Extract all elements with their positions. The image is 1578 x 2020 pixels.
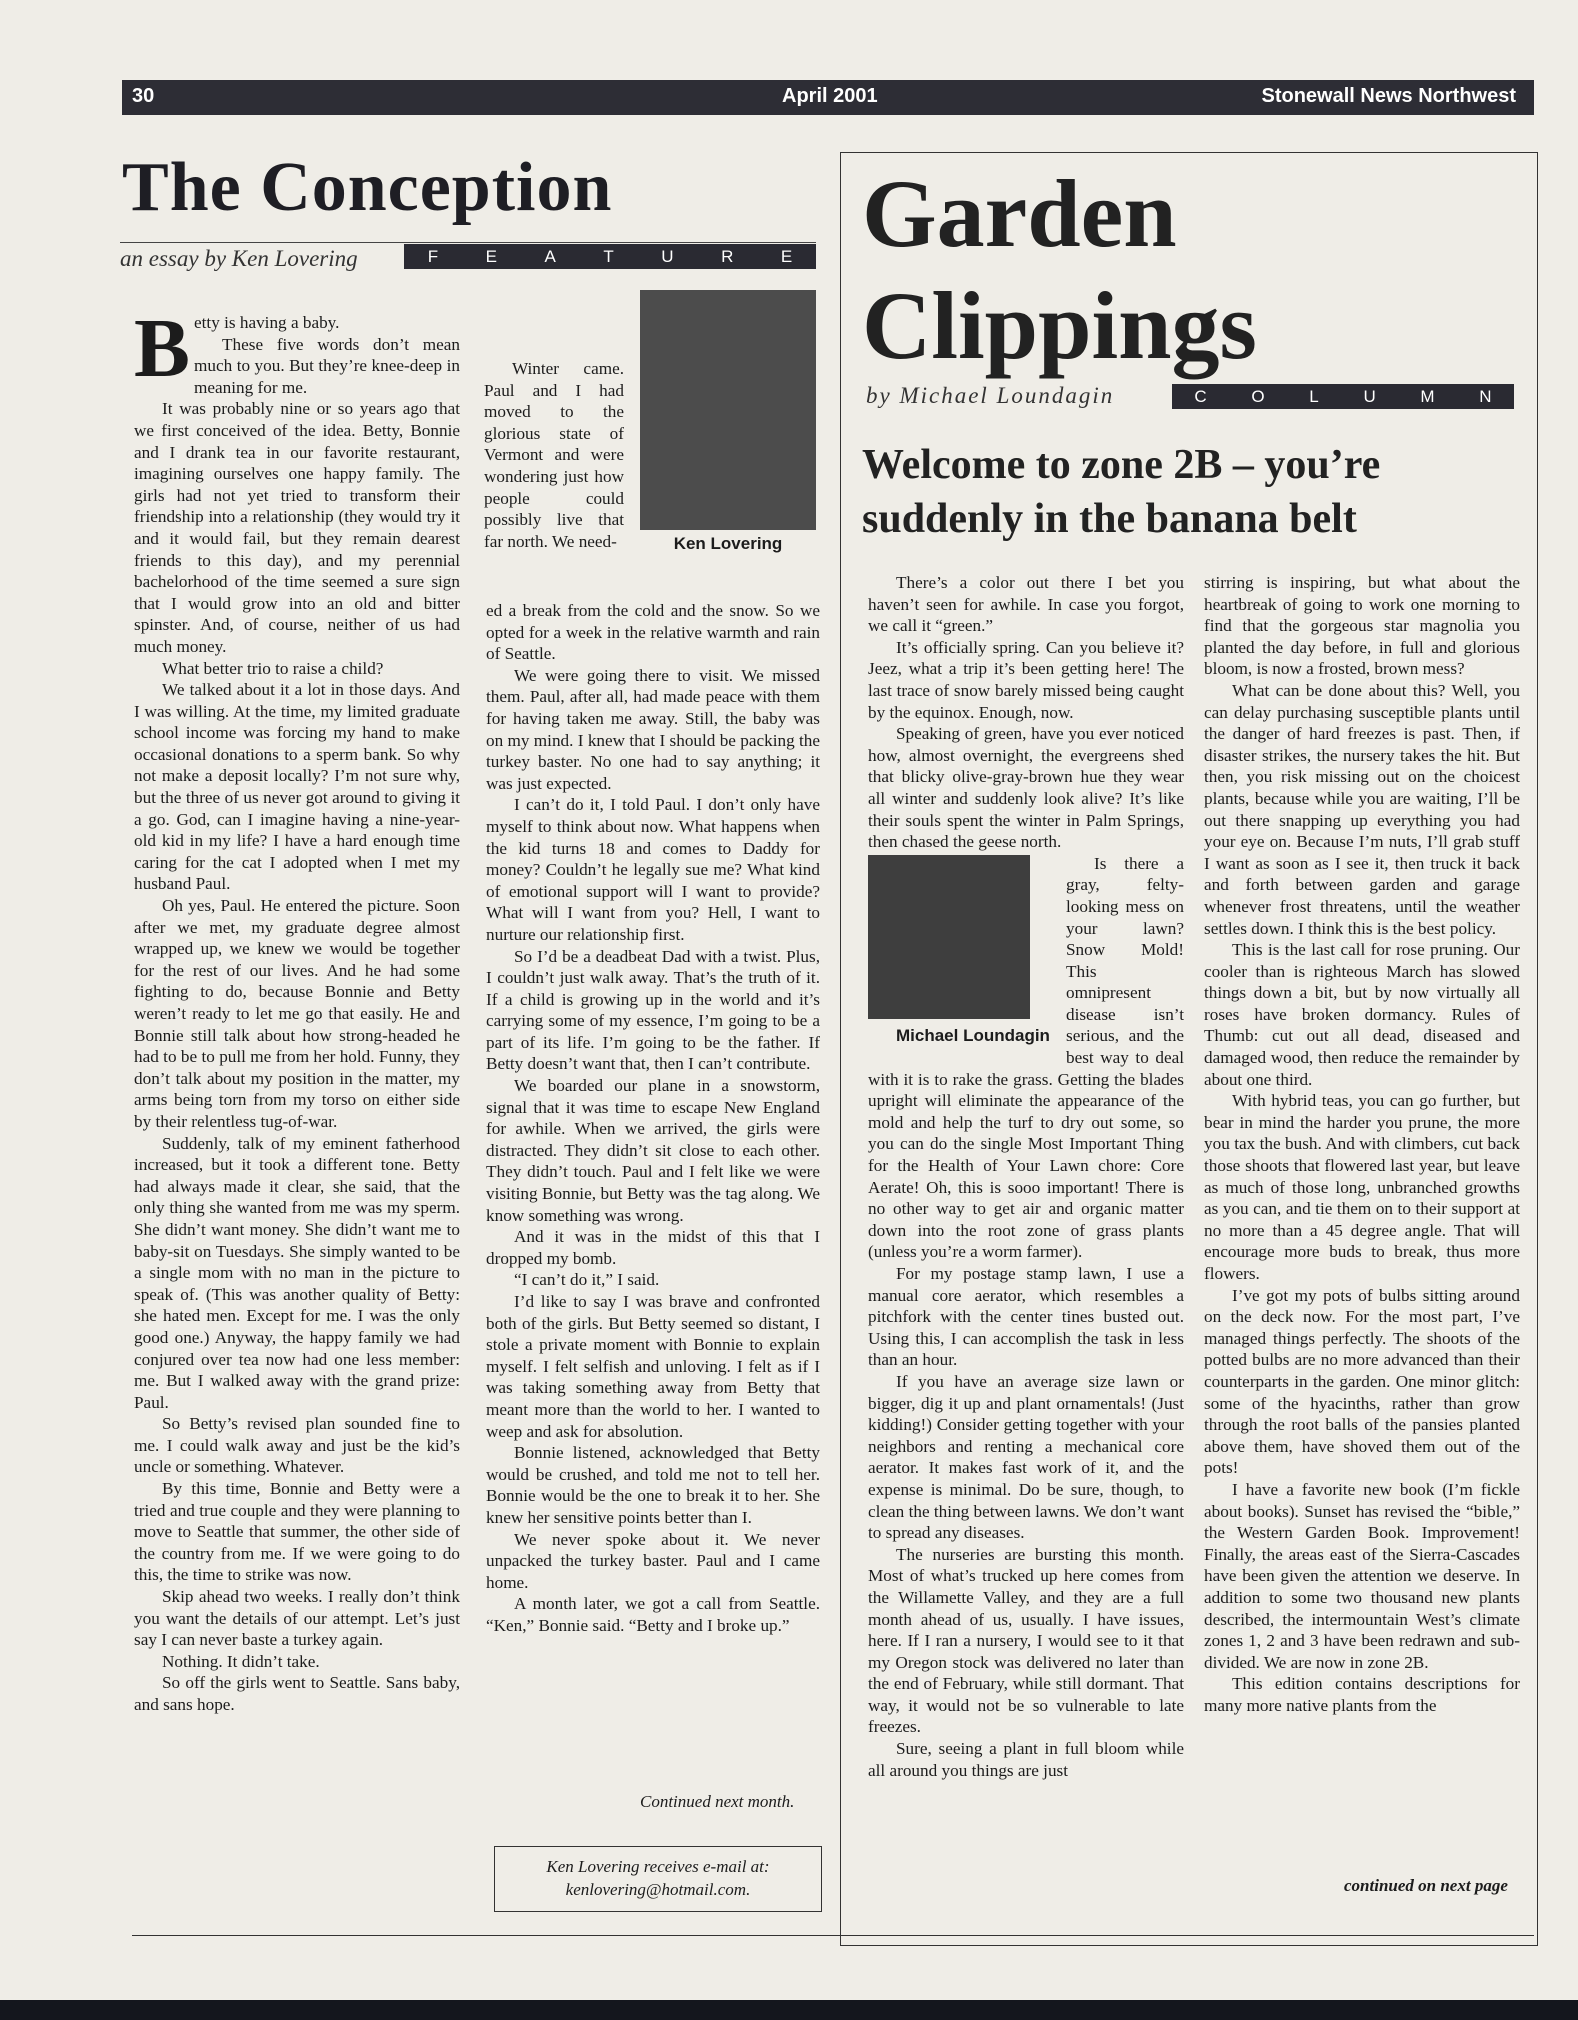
tag-letter: U <box>661 246 674 266</box>
tag-letter: M <box>1420 386 1435 406</box>
paragraph: I can’t do it, I told Paul. I don’t only have myself to think about now. What happens when the kid turns 18 and comes to Daddy for money? Couldn’t he legally sue me? What kind of emotional support will I want to provide? What will I want from you? Hell, I want to nurture our relationship first. <box>486 795 820 944</box>
continued-note: Continued next month. <box>640 1792 795 1811</box>
tag-letter: L <box>1309 386 1319 406</box>
paragraph: What better trio to raise a child? <box>162 658 384 678</box>
column-tag <box>1172 384 1514 409</box>
paragraph: A month later, we got a call from Seattle. “Ken,” Bonnie said. “Betty and I broke up.” <box>486 1594 820 1635</box>
garden-headline: Welcome to zone 2B – you’re suddenly in the banana belt <box>862 442 1381 542</box>
tag-letter: E <box>780 246 793 266</box>
paragraph: For my postage stamp lawn, I use a manual core aerator, which resembles a pitchfork with the center tines busted out. Using this, I can accomplish the task in less than an hour. <box>868 1264 1184 1370</box>
paragraph: These five words don’t mean much to you. But they’re knee-deep in meaning for me. <box>194 334 460 397</box>
garden-byline: by Michael Loundagin <box>866 383 1115 408</box>
garden-title-line: Clippings <box>862 272 1257 379</box>
photo-caption: Ken Lovering <box>673 534 783 553</box>
columnist-portrait-image <box>868 855 1030 1019</box>
paragraph: Nothing. It didn’t take. <box>162 1651 320 1671</box>
page-number: 30 <box>132 85 155 107</box>
paragraph: We never spoke about it. We never unpacked the turkey baster. Paul and I came home. <box>486 1529 820 1592</box>
paragraph: ed a break from the cold and the snow. So we opted for a week in the relative warmth and rain of Seattle. <box>486 601 820 664</box>
drop-cap: B <box>134 302 191 395</box>
paragraph: So off the girls went to Seattle. Sans baby, and sans hope. <box>134 1673 460 1714</box>
email-note <box>494 1846 822 1912</box>
paragraph: I have a favorite new book (I’m fickle about books). Sunset has revised the “bible,” the Western Garden Book. Improvement! Finally, the areas east of the Sierra-Cascades have been given the attention we deserve. In addition to some two thousand new plants described, the intermountain West’s climate zones 1, 2 and 3 have been redrawn and sub-divided. We are now in zone 2B. <box>1204 1479 1520 1672</box>
paragraph: Michael Loundagin Is there a gray, felty-looking mess on your lawn? Snow Mold! This omnipresent disease isn’t serious, and the best way to deal with it is to rake the grass. Getting the blades upright will eliminate the appearance of the mold and help the turf to dry out some, so you can do the single Most Important Thing for the Health of Your Lawn chore: Core Aerate! Oh, this is sooo important! There is no other way to get air and organic matter down into the root zone of grass plants (unless you’re a worm farmer). <box>868 853 1184 1262</box>
paragraph: Skip ahead two weeks. I really don’t think you want the details of our attempt. Let’s just say I can never baste a turkey again. <box>134 1587 460 1650</box>
essay-column-1 <box>134 302 460 1716</box>
tag-letter: U <box>1363 386 1376 406</box>
author-photo <box>640 290 816 560</box>
tag-letter: R <box>721 246 734 266</box>
header-bar <box>122 80 1534 115</box>
paragraph: And it was in the midst of this that I dropped my bomb. <box>486 1227 820 1268</box>
paragraph: There’s a color out there I bet you haven’t seen for awhile. In case you forgot, we call it “green.” <box>868 573 1184 636</box>
paragraph: It was probably nine or so years ago that we first conceived of the idea. Betty, Bonnie and I drank tea in our favorite restaurant, imagining ourselves one happy family. The girls had not yet tried to transform their friendship into a relationship (they would try it and it would fail, but they remain dearest friends to this day), and my perennial bachelorhood of the time seemed a sure sign that I would grow into an old and bitter spinster. And, of course, neither of us had much money. <box>134 399 460 656</box>
essay-column-2-top <box>484 358 624 552</box>
paragraph: Oh yes, Paul. He entered the picture. Soon after we met, my graduate degree almost wrapped up, we knew we would be together for the rest of our lives. And he had some fighting to do, because Bonnie and Betty weren’t ready to let me go that easily. He and Bonnie still talk about how strong-headed he had to be to pull me from her hold. Funny, they don’t talk about my position in the matter, my arms being torn from my torso on either side by their relentless tug-of-war. <box>134 896 460 1131</box>
paragraph: I’ve got my pots of bulbs sitting around on the deck now. For the most part, I’ve managed things perfectly. The shoots of the potted bulbs are no more advanced than their counterparts in the garden. One minor glitch: some of the hyacinths, rather than grow through the root balls of the pansies planted above them, have shoved them out of the pots! <box>1204 1285 1520 1478</box>
tag-letter: T <box>603 246 614 266</box>
publication-name: Stonewall News Northwest <box>1261 85 1516 107</box>
issue-date: April 2001 <box>782 85 878 107</box>
columnist-photo <box>868 855 1056 1063</box>
paragraph: stirring is inspiring, but what about the heartbreak of going to work one morning to find that the gorgeous star magnolia you planted the day before, in full and glorious bloom, is now a frosted, brown mess? <box>1204 573 1520 679</box>
paragraph: With hybrid teas, you can go further, but bear in mind the harder you prune, the more you tax the bush. And with climbers, cut back those shoots that flowered last year, but leave as much of those long, unbranched growths as you can, and tie them on to their support at no more than a 45 degree angle. That will encourage more buds to break, thus more flowers. <box>1204 1091 1520 1283</box>
paragraph: By this time, Bonnie and Betty were a tried and true couple and they were planning to move to Seattle that summer, the other side of the country from me. If we were going to do this, the time to strike was now. <box>134 1479 460 1585</box>
tag-letter: E <box>485 246 497 266</box>
scan-edge <box>0 2000 1578 2020</box>
paragraph: We were going there to visit. We missed them. Paul, after all, had made peace with them for having taken me away. Still, the baby was on my mind. I knew that I should be packing the turkey baster. No one had to say anything; it was just expected. <box>486 665 820 793</box>
paragraph: The nurseries are bursting this month. Most of what’s trucked up here comes from the Willamette Valley, and they are a full month ahead of us, usually. I have issues, here. If I ran a nursery, I would see to it that my Oregon stock was delivered no later than the end of February, while still dormant. That way, it would not be so vulnerable to late freezes. <box>868 1544 1184 1737</box>
paragraph: Winter came. Paul and I had moved to the glorious state of Vermont and were wondering just how people could possibly live that far north. We need- <box>484 359 624 551</box>
author-portrait-image <box>640 290 816 530</box>
garden-title-line: Garden <box>862 160 1177 267</box>
email-note-text: Ken Lovering receives e-mail at: <box>546 1857 770 1876</box>
footer-rule <box>132 1935 1534 1936</box>
tag-letter: A <box>544 246 556 266</box>
paragraph: It’s officially spring. Can you believe it? Jeez, what a trip it’s been getting here! The last trace of snow barely missed being caught by the equinox. Enough, now. <box>868 637 1184 722</box>
paragraph: This edition contains descriptions for many more native plants from the <box>1204 1674 1520 1715</box>
paragraph: “I can’t do it,” I said. <box>514 1270 660 1290</box>
tag-letter: O <box>1251 386 1265 406</box>
tag-letter: N <box>1479 386 1492 406</box>
continued-note: continued on next page <box>1344 1876 1508 1895</box>
paragraph: I’d like to say I was brave and confronted both of the girls. But Betty seemed so distant, I stole a private moment with Bonnie to explain myself. I felt selfish and unloving. I felt as if I was taking something away from Betty that meant more than the world to her. I wanted to weep and ask for absolution. <box>486 1292 820 1441</box>
garden-title <box>862 158 1257 382</box>
paragraph: Suddenly, talk of my eminent fatherhood increased, but it took a different tone. Betty had always made it clear, she said, that the only thing she wanted from me was my sperm. She didn’t want money. She didn’t want me to baby-sit on Tuesdays. She simply wanted to be a single mom with no man in the picture to speak of. (This was another quality of Betty: she hated men. Except for me. I was the only good one.) Anyway, the happy family we had conjured over tea now had one less member: me. But I walked away with the grand prize: Paul. <box>134 1133 460 1412</box>
feature-tag <box>404 244 816 269</box>
essay-title: The Conception <box>122 149 613 226</box>
tag-letter: C <box>1194 386 1207 406</box>
paragraph: Bonnie listened, acknowledged that Betty would be crushed, and told me not to tell her. Bonnie would be the one to break it to her. She knew her sensitive points better than I. <box>486 1443 820 1527</box>
paragraph: So Betty’s revised plan sounded fine to me. I could walk away and just be the kid’s uncle or something. Whatever. <box>134 1414 460 1477</box>
paragraph: Speaking of green, have you ever noticed how, almost overnight, the evergreens shed that blicky olive-gray-brown hue they wear all winter and suddenly look alive? It’s like their souls spent the winter in Palm Springs, then chased the geese north. <box>868 724 1184 852</box>
paragraph: Sure, seeing a plant in full bloom while all around you things are just <box>868 1739 1184 1780</box>
essay-column-2 <box>486 600 820 1637</box>
tag-letter: F <box>427 246 439 266</box>
paragraph: We talked about it a lot in those days. And I was willing. At the time, my limited graduate school income was forcing my hand to make occasional donations to a sperm bank. So why not make a deposit locally? I’m not sure why, but the three of us never got around to giving it a go. God, can I imagine having a nine-year-old kid in my life? I have a hard enough time caring for the cat I adopted when I met my husband Paul. <box>134 680 460 894</box>
paragraph: If you have an average size lawn or bigger, dig it up and plant ornamentals! (Just kidding!) Consider getting together with your neighbors and renting a mechanical core aerator. It makes fast work of it, and the expense is minimal. Do be sure, though, to clean the thing between lawns. We don’t want to spread any diseases. <box>868 1371 1184 1543</box>
garden-column-1 <box>868 572 1184 1781</box>
photo-caption: Michael Loundagin <box>896 1025 1050 1045</box>
garden-column-2 <box>1204 572 1520 1716</box>
essay-byline: an essay by Ken Lovering <box>120 246 358 271</box>
paragraph: This is the last call for rose pruning. Our cooler than is righteous March has slowed things down a bit, but by now virtually all roses have broken dormancy. Rules of Thumb: cut out all dead, diseased and damaged wood, then reduce the remainder by about one third. <box>1204 940 1520 1089</box>
paragraph: We boarded our plane in a snowstorm, signal that it was time to escape New England for awhile. When we arrived, the girls were distracted. They didn’t sit close to each other. They didn’t touch. Paul and I felt like we were visiting Bonnie, but Betty was the tag along. We know something was wrong. <box>486 1076 820 1225</box>
paragraph: What can be done about this? Well, you can delay purchasing susceptible plants until the danger of hard freezes is past. Then, if disaster strikes, the nursery takes the hit. But then, you risk missing out on the choicest plants, because while you are waiting, I’ll be out there snapping up everything you had your eye on. Because I’m nuts, I’ll grab stuff I want as soon as I see it, then truck it back and forth between garden and garage whenever frost threatens, until the weather settles down. I think this is the best policy. <box>1204 680 1520 938</box>
paragraph: So I’d be a deadbeat Dad with a twist. Plus, I couldn’t just walk away. That’s the truth of it. If a child is growing up in the world and it’s carrying some of my essence, I’m going to be a part of its life. I’m going to be the father. If Betty doesn’t want that, then I can’t contribute. <box>486 946 820 1074</box>
email-address: kenlovering@hotmail.com. <box>565 1880 751 1899</box>
title-rule <box>120 242 816 243</box>
paragraph: Betty is having a baby. <box>134 302 340 395</box>
